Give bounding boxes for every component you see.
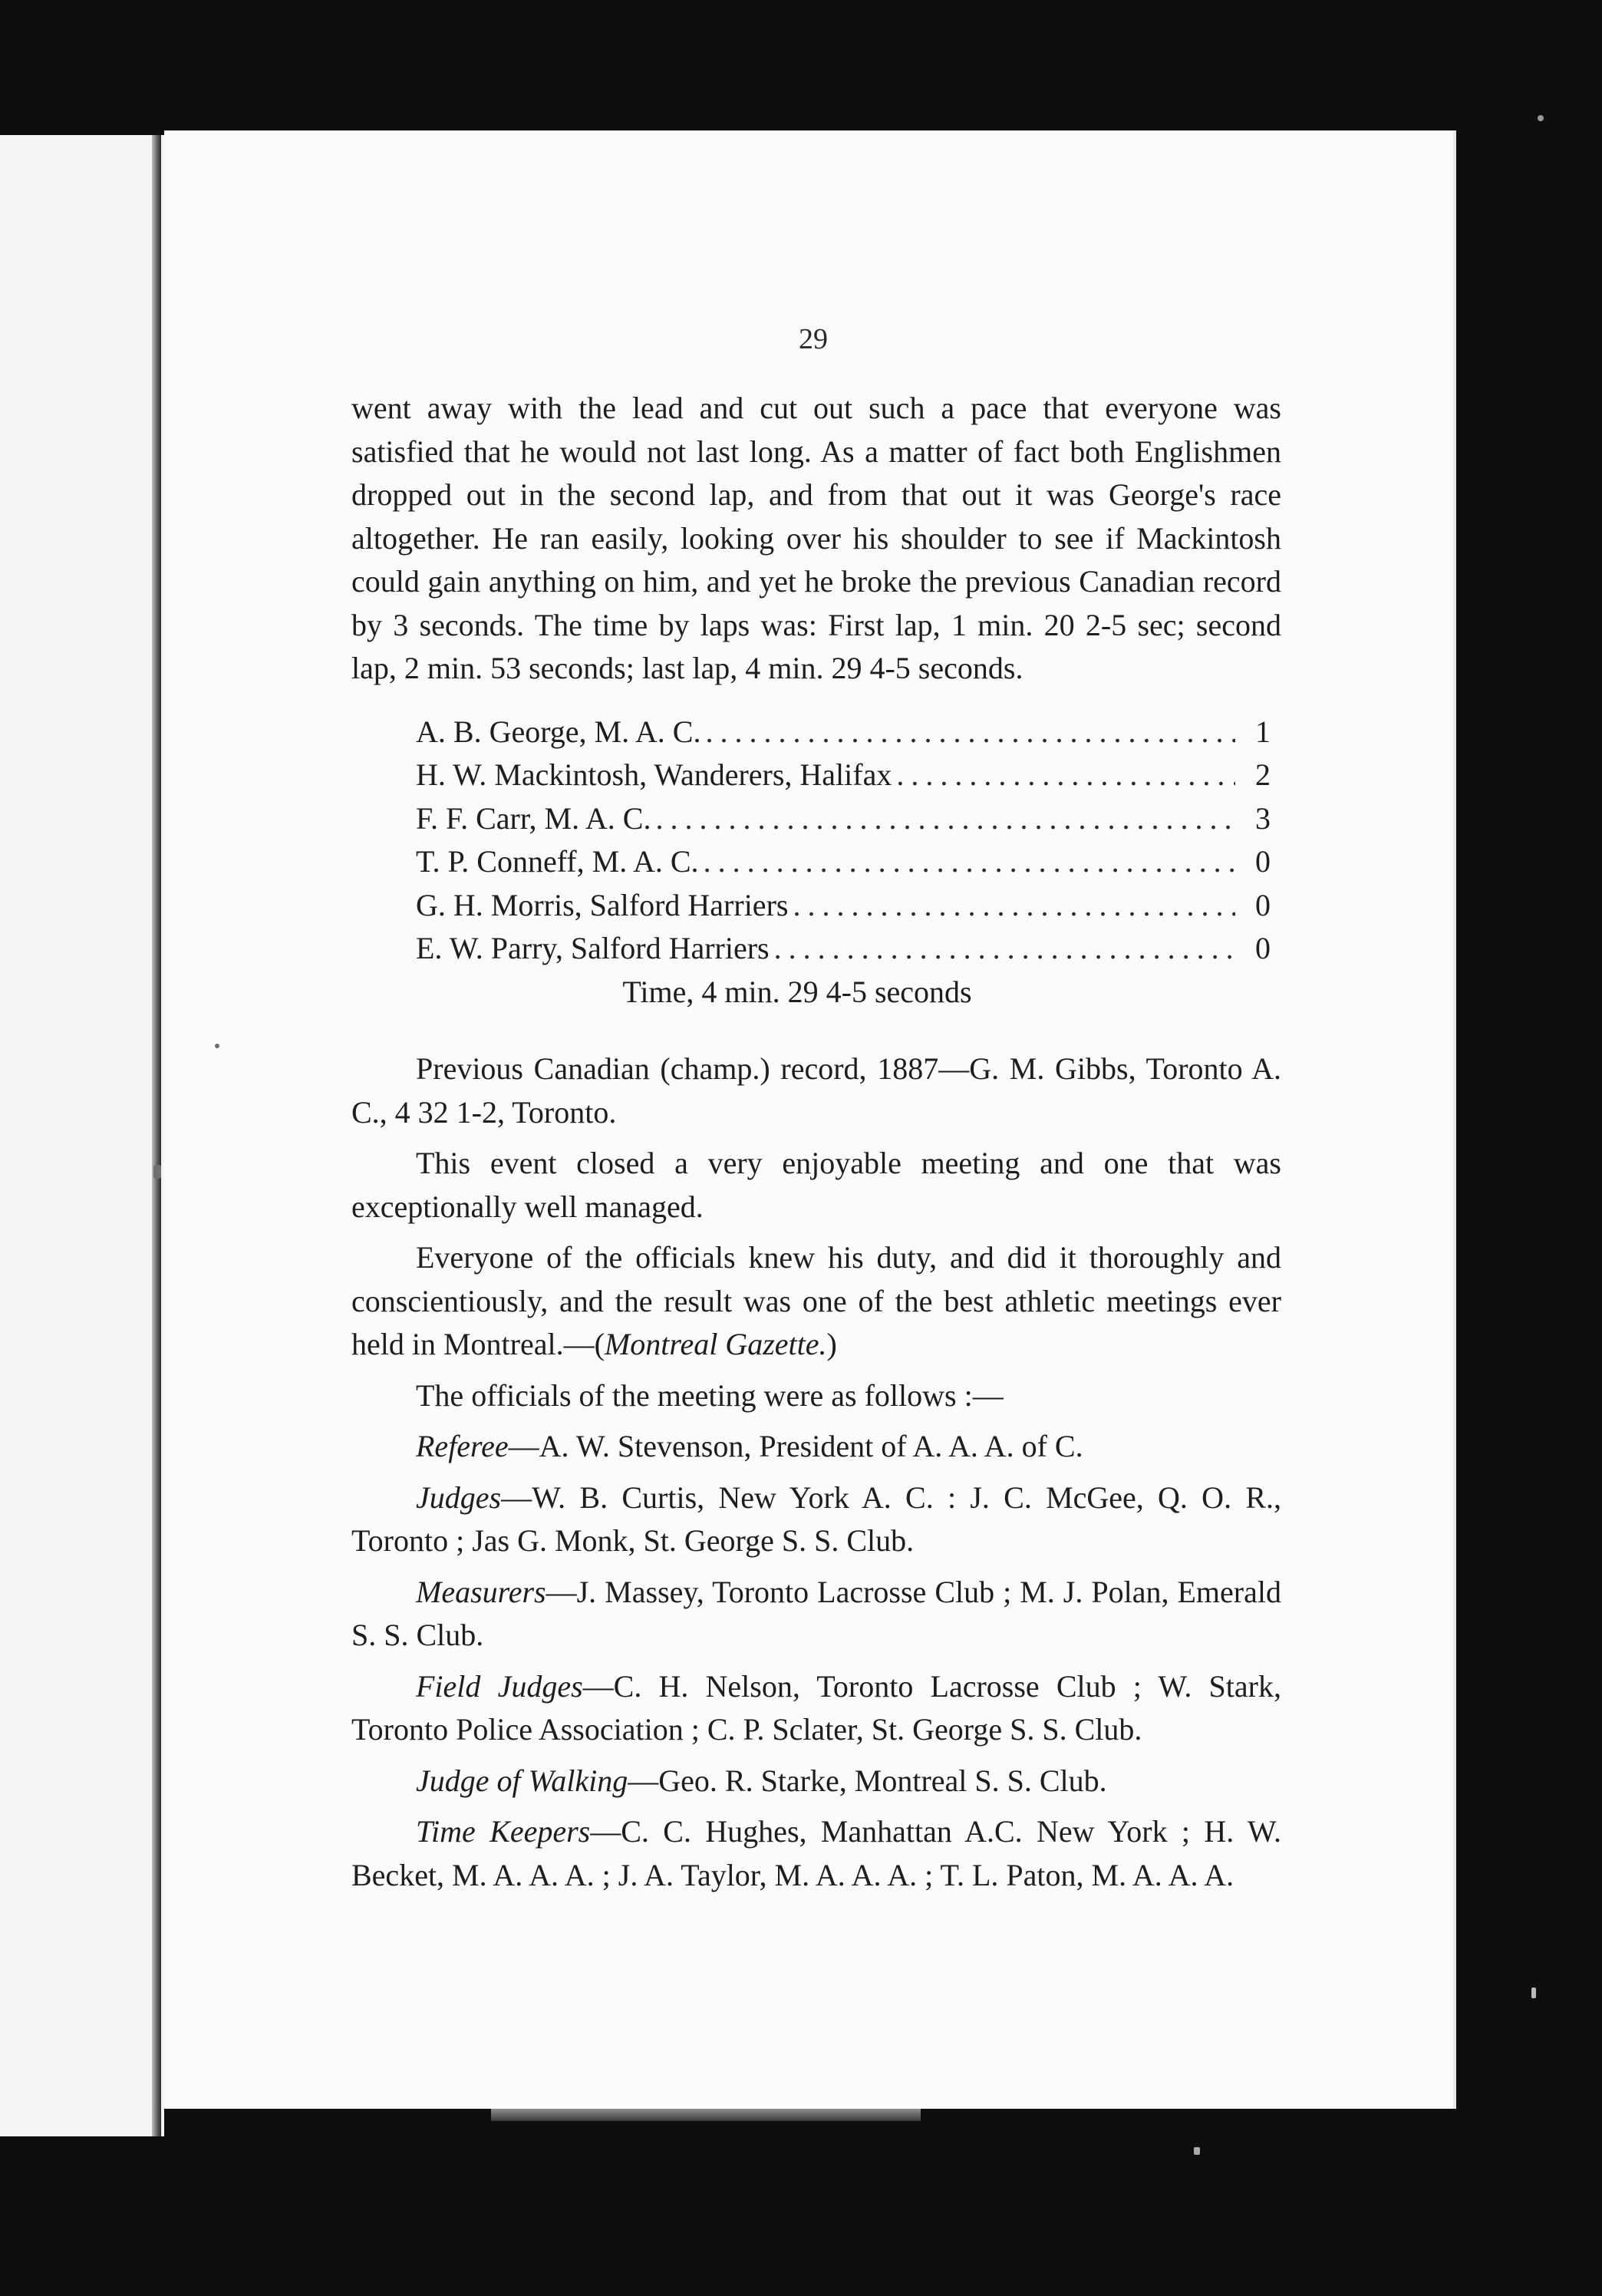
result-place: 3 — [1255, 800, 1271, 836]
paragraph-event-closed: This event closed a very enjoyable meeting and one that was exceptionally well managed. — [351, 1146, 1281, 1224]
scan-speck — [1194, 2147, 1200, 2155]
page-bottom-shadow — [491, 2109, 921, 2121]
paragraph-previous-record: Previous Canadian (champ.) record, 1887—G. M. Gibbs, Toronto A. C., 4 32 1-2, Toronto. — [351, 1051, 1281, 1130]
official-role: Judge of Walking — [416, 1763, 628, 1798]
result-row — [416, 884, 1271, 928]
official-names: —C. C. Hughes, Manhattan A.C. New York ; H. W. Becket, M. A. A. A. ; J. A. Taylor, M. A. A. A. ; T. L. Paton, M. A. A. A. — [351, 1814, 1281, 1892]
dot-leader — [704, 840, 1235, 884]
officials-duty-close: ) — [826, 1327, 837, 1361]
official-entry — [351, 1810, 1281, 1897]
official-names: —C. H. Nelson, Toronto Lacrosse Club ; W. Stark, Toronto Police Association ; C. P. Sclater, St. George S. S. Club. — [351, 1668, 1281, 1747]
official-entry — [351, 1760, 1281, 1803]
result-name: T. P. Conneff, M. A. C. — [416, 844, 699, 879]
dot-leader — [774, 927, 1235, 971]
paragraph-officials-duty — [351, 1236, 1281, 1367]
result-row — [416, 797, 1271, 841]
official-role: Measurers — [416, 1574, 546, 1609]
scan-speck — [153, 1165, 161, 1179]
result-name: H. W. Mackintosh, Wanderers, Halifax — [416, 757, 892, 792]
result-place: 0 — [1255, 931, 1271, 965]
result-row — [416, 754, 1271, 797]
official-names: —Geo. R. Starke, Montreal S. S. Club. — [628, 1763, 1107, 1798]
page-gutter — [152, 135, 161, 2136]
result-time: Time, 4 min. 29 4-5 seconds — [622, 974, 972, 1009]
scan-speck — [215, 1044, 219, 1048]
result-name: F. F. Carr, M. A. C. — [416, 800, 651, 836]
officials-duty-text: Everyone of the officials knew his duty, and did it thoroughly and conscientiously, and the result was one of the best athletic meetings ever held in Montreal.—( — [351, 1240, 1281, 1361]
official-entry — [351, 1425, 1281, 1469]
result-place: 0 — [1255, 887, 1271, 922]
official-names: —A. W. Stevenson, President of A. A. A. of C. — [508, 1429, 1083, 1463]
official-names: —W. B. Curtis, New York A. C. : J. C. McGee, Q. O. R., Toronto ; Jas G. Monk, St. George S. S. Club. — [351, 1480, 1281, 1558]
result-place: 0 — [1255, 844, 1271, 879]
dot-leader — [896, 754, 1235, 797]
newspaper-source: Montreal Gazette. — [604, 1327, 827, 1361]
official-entry — [351, 1665, 1281, 1752]
official-entry — [351, 1476, 1281, 1563]
official-role: Time Keepers — [416, 1814, 591, 1849]
paragraph-officials-intro: The officials of the meeting were as follows :— — [416, 1377, 1004, 1413]
paragraph-race-account: went away with the lead and cut out such a pace that everyone was satisfied that he would not last long. As a matter of fact both Englishmen dropped out in the second lap, and from that out it was George's race altogether. He ran easily, looking over his shoulder to see if Mackintosh could gain anything on him, and yet he broke the previous Canadian record by 3 seconds. The time by laps was: First lap, 1 min. 20 2-5 sec; second lap, 2 min. 53 seconds; last lap, 4 min. 29 4-5 seconds. — [351, 391, 1281, 685]
result-place: 2 — [1255, 757, 1271, 792]
dot-leader — [793, 884, 1235, 928]
page-number: 29 — [799, 323, 828, 355]
result-name: A. B. George, M. A. C. — [416, 714, 701, 749]
scan-speck — [1538, 115, 1544, 121]
page-text — [351, 387, 1281, 1897]
official-role: Referee — [416, 1429, 509, 1463]
result-row — [416, 840, 1271, 884]
scan-speck — [1531, 1988, 1536, 1998]
result-row — [416, 711, 1271, 754]
result-row — [416, 927, 1271, 971]
result-name: E. W. Parry, Salford Harriers — [416, 931, 770, 965]
official-role: Field Judges — [416, 1668, 583, 1704]
previous-page-edge — [0, 135, 164, 2136]
official-entry — [351, 1571, 1281, 1658]
result-name: G. H. Morris, Salford Harriers — [416, 887, 789, 922]
dot-leader — [705, 711, 1235, 754]
official-names: —J. Massey, Toronto Lacrosse Club ; M. J. Polan, Emerald S. S. Club. — [351, 1574, 1281, 1652]
race-results — [416, 711, 1271, 1014]
dot-leader — [655, 797, 1235, 841]
result-place: 1 — [1255, 714, 1271, 749]
official-role: Judges — [416, 1480, 502, 1515]
